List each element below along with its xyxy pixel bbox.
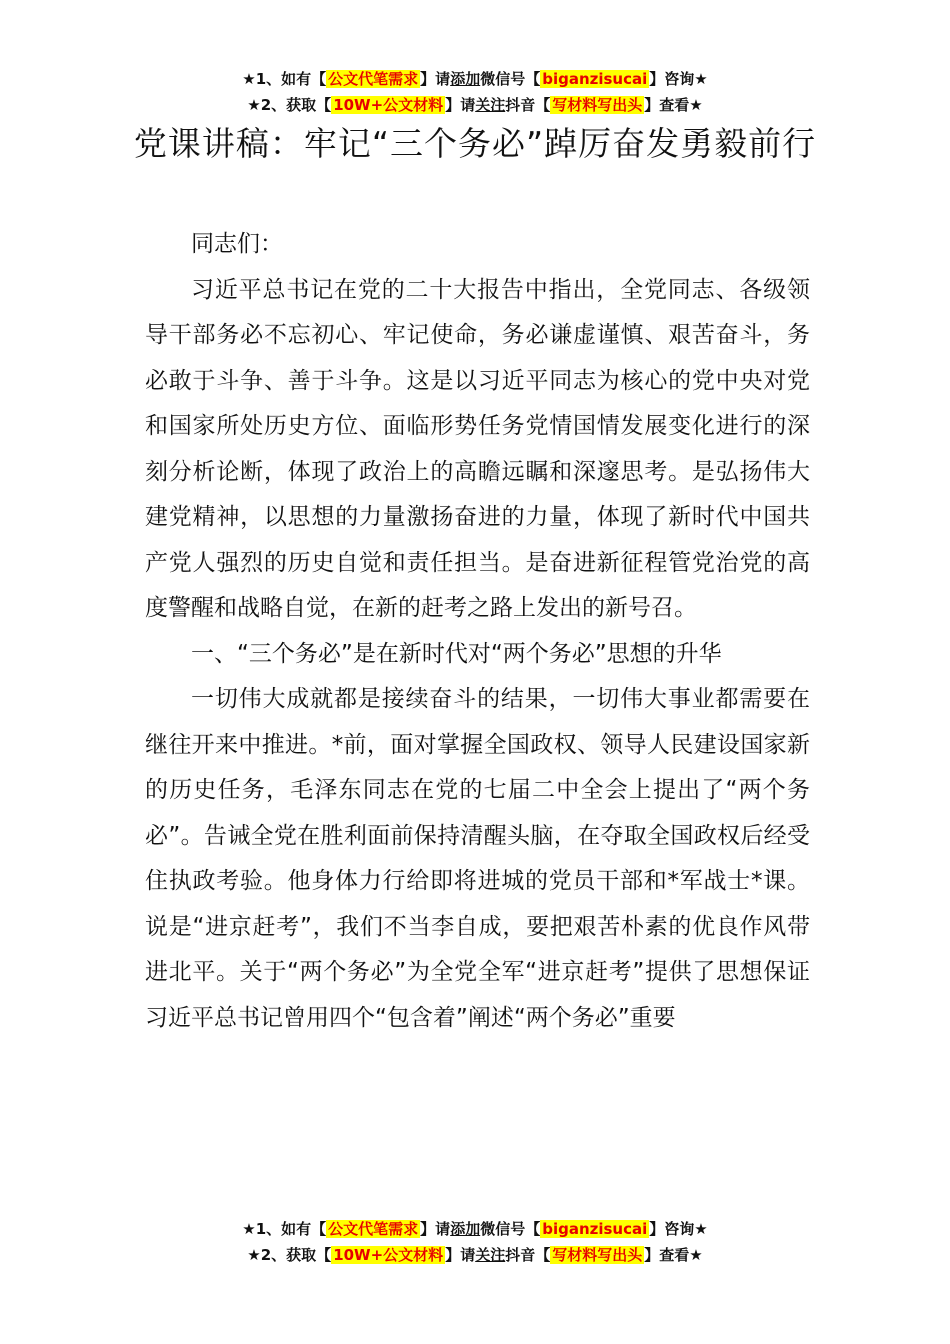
banner-highlight: 公文代笔需求 (328, 70, 419, 88)
banner-line-1 (0, 66, 950, 92)
footer-banner (0, 1216, 950, 1268)
banner-highlight: 10W+公文材料 (333, 1246, 444, 1264)
paragraph: 一切伟大成就都是接续奋斗的结果，一切伟大事业都需要在继往开来中推进。*前，面对掌握全国政权、领导人民建设国家新的历史任务，毛泽东同志在党的七届二中全会上提出了“两个务必”。告诫全党在胜利面前保持清醒头脑，在夺取全国政权后经受住执政考验。他身体力行给即将进城的党员干部和*军战士*课。说是“进京赶考”，我们不当李自成，要把艰苦朴素的优良作风带进北平。关于“两个务必”为全党全军“进京赶考”提供了思想保证习近平总书记曾用四个“包含着”阐述“两个务必”重要 (145, 686, 810, 1031)
paragraph: 习近平总书记在党的二十大报告中指出，全党同志、各级领导干部务必不忘初心、牢记使命，务必谦虚谨慎、艰苦奋斗，务必敢于斗争、善于斗争。这是以习近平同志为核心的党中央对党和国家所处历史方位、面临形势任务党情国情发展变化进行的深刻分析论断，体现了政治上的高瞻远瞩和深邃思考。是弘扬伟大建党精神，以思想的力量激扬奋进的力量，体现了新时代中国共产党人强烈的历史自觉和责任担当。是奋进新征程管党治党的高度警醒和战略自觉，在新的赶考之路上发出的新号召。 (145, 276, 810, 621)
banner-text: 】请 (445, 96, 476, 114)
banner-text: 抖音【 (505, 1246, 551, 1264)
banner-text: ★2、获取【 (247, 96, 332, 114)
salutation: 同志们： (191, 231, 283, 257)
banner-wechat-id: biganzisucai (542, 70, 648, 88)
document-body (145, 222, 810, 1041)
banner-text: 微信号【 (480, 1220, 541, 1238)
banner-text: 】请 (420, 70, 451, 88)
banner-text: ★1、如有【 (242, 70, 327, 88)
section-heading: 一、“三个务必”是在新时代对“两个务必”思想的升华 (191, 640, 722, 667)
banner-underline-text: 添加 (450, 1220, 481, 1238)
banner-text: 抖音【 (505, 96, 551, 114)
banner-text: 】查看★ (644, 1246, 703, 1264)
header-banner (0, 66, 950, 118)
banner-wechat-id: biganzisucai (542, 1220, 648, 1238)
banner-underline-text: 添加 (450, 70, 481, 88)
banner-line-1 (0, 1216, 950, 1242)
banner-underline-text: 关注 (475, 1246, 506, 1264)
banner-text: ★1、如有【 (242, 1220, 327, 1238)
banner-text: 微信号【 (480, 70, 541, 88)
banner-douyin-id: 写材料写出头 (552, 96, 643, 114)
banner-text: 】请 (445, 1246, 476, 1264)
banner-text: ★2、获取【 (247, 1246, 332, 1264)
banner-line-2 (0, 1242, 950, 1268)
banner-line-2 (0, 92, 950, 118)
banner-text: 】查看★ (644, 96, 703, 114)
banner-text: 】咨询★ (649, 1220, 708, 1238)
banner-underline-text: 关注 (475, 96, 506, 114)
banner-highlight: 公文代笔需求 (328, 1220, 419, 1238)
banner-text: 】咨询★ (649, 70, 708, 88)
banner-douyin-id: 写材料写出头 (552, 1246, 643, 1264)
document-title: 党课讲稿：牢记“三个务必”踔厉奋发勇毅前行 (133, 124, 817, 163)
banner-highlight: 10W+公文材料 (333, 96, 444, 114)
banner-text: 】请 (420, 1220, 451, 1238)
